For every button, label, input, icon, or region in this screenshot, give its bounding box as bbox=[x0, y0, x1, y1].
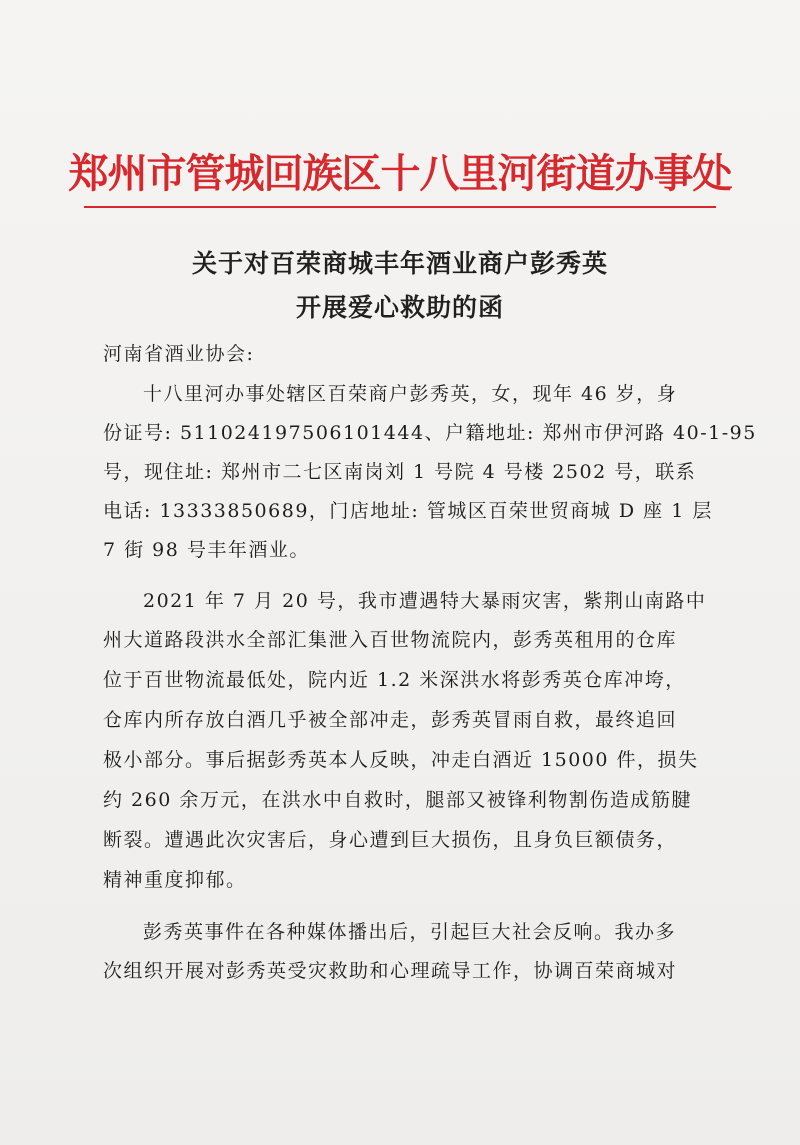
body-line: 位于百世物流最低处，院内近 1.2 米深洪水将彭秀英仓库冲垮， bbox=[103, 669, 686, 691]
body-line: 电话: 13333850689，门店地址: 管城区百荣世贸商城 D 座 1 层 bbox=[103, 500, 713, 522]
document-title-line-1: 关于对百荣商城丰年酒业商户彭秀英 bbox=[191, 249, 608, 278]
letterhead-rule bbox=[84, 206, 716, 208]
letterhead-title: 郑州市管城回族区十八里河街道办事处 bbox=[68, 151, 732, 197]
body-line: 仓库内所存放白酒几乎被全部冲走，彭秀英冒雨自救，最终追回 bbox=[103, 709, 678, 731]
body-line: 极小部分。事后据彭秀英本人反映，冲走白酒近 15000 件，损失 bbox=[103, 749, 699, 771]
body-line: 十八里河办事处辖区百荣商户彭秀英，女，现年 46 岁，身 bbox=[143, 383, 678, 405]
body-line: 7 街 98 号丰年酒业。 bbox=[103, 539, 310, 561]
body-line: 2021 年 7 月 20 号，我市遭遇特大暴雨灾害，紫荆山南路中 bbox=[143, 590, 707, 612]
body-line: 份证号: 511024197506101444、户籍地址: 郑州市伊河路 40-1-95 bbox=[103, 422, 757, 444]
body-line: 断裂。遭遇此次灾害后，身心遭到巨大损伤，且身负巨额债务， bbox=[103, 829, 678, 851]
body-line: 精神重度抑郁。 bbox=[103, 869, 247, 891]
body-line: 号，现住址: 郑州市二七区南岗刘 1 号院 4 号楼 2502 号，联系 bbox=[103, 461, 697, 483]
body-line: 约 260 余万元，在洪水中自救时，腿部又被锋利物割伤造成筋腱 bbox=[103, 789, 692, 811]
document-title-line-2: 开展爱心救助的函 bbox=[295, 293, 504, 322]
body-line: 彭秀英事件在各种媒体播出后，引起巨大社会反响。我办多 bbox=[143, 921, 677, 943]
salutation: 河南省酒业协会: bbox=[103, 343, 255, 365]
body-line: 次组织开展对彭秀英受灾救助和心理疏导工作，协调百荣商城对 bbox=[103, 960, 678, 982]
body-line: 州大道路段洪水全部汇集泄入百世物流院内，彭秀英租用的仓库 bbox=[103, 629, 678, 651]
